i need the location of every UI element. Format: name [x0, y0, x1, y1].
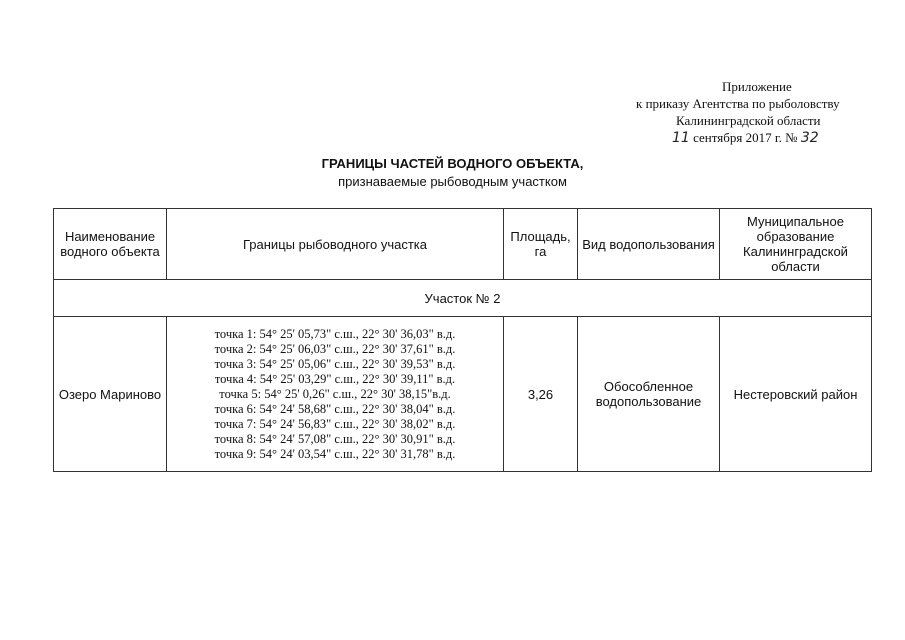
- boundary-point: точка 4: 54° 25' 03,29" с.ш., 22° 30' 39,11" в.д.: [214, 371, 456, 386]
- boundary-points: [167, 317, 504, 472]
- handwritten-day: 11: [672, 130, 690, 146]
- date-text: сентября 2017 г. №: [693, 130, 798, 145]
- section-row: [54, 280, 872, 317]
- boundary-point: точка 7: 54° 24' 56,83" с.ш., 22° 30' 38,02" в.д.: [214, 416, 456, 431]
- appendix-title: Приложение: [722, 79, 792, 94]
- appendix-order-ref: к приказу Агентства по рыболовству: [636, 96, 840, 111]
- boundary-point: точка 5: 54° 25' 0,26" с.ш., 22° 30' 38,15"в.д.: [219, 386, 451, 401]
- boundary-point: точка 9: 54° 24' 03,54" с.ш., 22° 30' 31,78" в.д.: [214, 446, 456, 461]
- table-header-row: [54, 209, 872, 280]
- boundary-point: точка 1: 54° 25' 05,73" с.ш., 22° 30' 36,03" в.д.: [214, 326, 456, 341]
- header-usage: Вид водопользования: [578, 209, 720, 280]
- usage-type: Обособленное водопользование: [578, 317, 720, 472]
- document-subtitle: признаваемые рыбоводным участком: [338, 174, 567, 189]
- table-row: [54, 317, 872, 472]
- boundaries-table: [53, 208, 872, 472]
- header-municipality: Муниципальное образование Калининградской области: [720, 209, 872, 280]
- document-title: ГРАНИЦЫ ЧАСТЕЙ ВОДНОГО ОБЪЕКТА,: [321, 156, 584, 171]
- water-body-name: Озеро Мариново: [54, 317, 167, 472]
- boundary-point: точка 3: 54° 25' 05,06" с.ш., 22° 30' 39,53" в.д.: [214, 356, 456, 371]
- appendix-date: [672, 129, 819, 147]
- boundary-point: точка 8: 54° 24' 57,08" с.ш., 22° 30' 30,91" в.д.: [214, 431, 456, 446]
- boundary-point: точка 6: 54° 24' 58,68" с.ш., 22° 30' 38,04" в.д.: [214, 401, 456, 416]
- section-label: Участок № 2: [54, 280, 872, 317]
- area-value: 3,26: [504, 317, 578, 472]
- municipality-name: Нестеровский район: [720, 317, 872, 472]
- header-bounds: Границы рыбоводного участка: [167, 209, 504, 280]
- header-area: Площадь, га: [504, 209, 578, 280]
- boundary-point: точка 2: 54° 25' 06,03" с.ш., 22° 30' 37,61" в.д.: [214, 341, 456, 356]
- handwritten-order-number: 32: [800, 130, 819, 146]
- header-name: Наименование водного объекта: [54, 209, 167, 280]
- appendix-region: Калининградской области: [676, 113, 821, 128]
